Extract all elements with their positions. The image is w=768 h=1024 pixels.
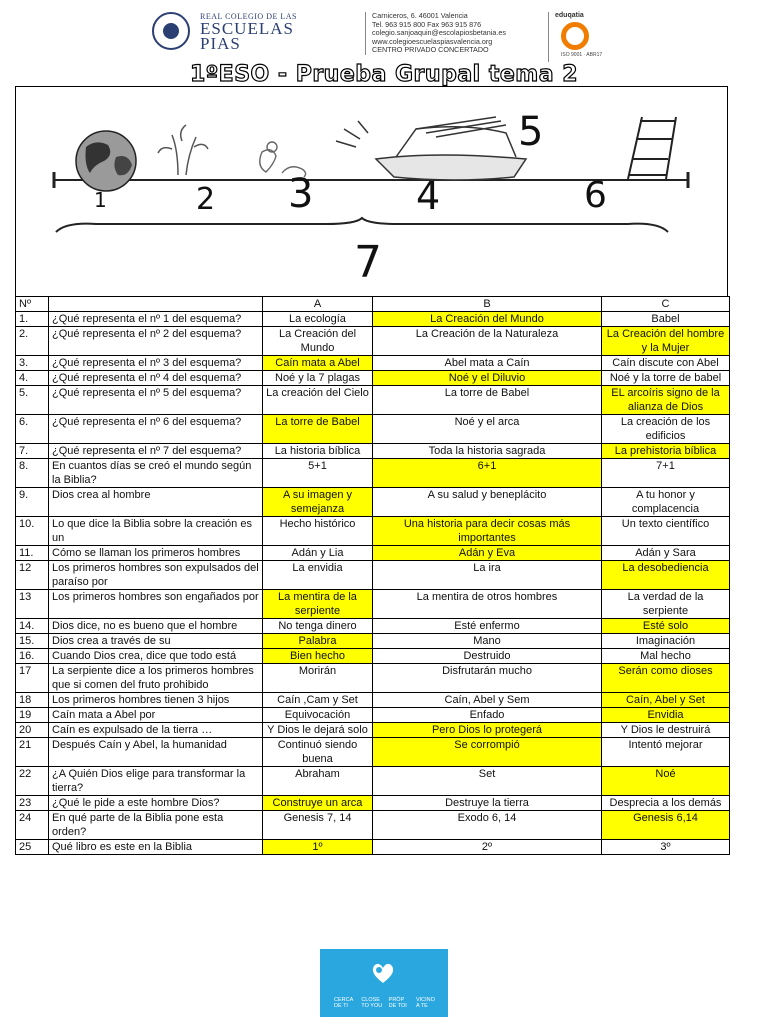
table-row xyxy=(16,664,730,693)
table-row xyxy=(16,840,730,855)
row-option-c: Babel xyxy=(602,312,730,327)
logo-line-1: REAL COLEGIO DE LAS xyxy=(200,12,297,21)
table-row xyxy=(16,811,730,840)
table-row xyxy=(16,517,730,546)
row-number: 4. xyxy=(16,371,49,386)
row-option-b: Caín, Abel y Sem xyxy=(373,693,602,708)
table-row xyxy=(16,488,730,517)
row-question: ¿Qué representa el nº 5 del esquema? xyxy=(49,386,263,415)
row-option-a: Palabra xyxy=(263,634,373,649)
row-question: Dios crea a través de su xyxy=(49,634,263,649)
page-title: 1ºESO - Prueba Grupal tema 2 xyxy=(189,62,579,87)
row-number: 24 xyxy=(16,811,49,840)
row-number: 14. xyxy=(16,619,49,634)
scheme-diagram xyxy=(15,86,728,296)
row-question: ¿Qué representa el nº 7 del esquema? xyxy=(49,444,263,459)
row-option-b: Disfrutarán mucho xyxy=(373,664,602,693)
row-option-c: La verdad de la serpiente xyxy=(602,590,730,619)
scheme-label-2: 2 xyxy=(196,182,216,217)
row-option-a: Y Dios le dejará solo xyxy=(263,723,373,738)
ladder-icon xyxy=(628,117,676,179)
row-question: ¿Qué representa el nº 1 del esquema? xyxy=(49,312,263,327)
row-option-a: Continuó siendo buena xyxy=(263,738,373,767)
contact-center-type: CENTRO PRIVADO CONCERTADO xyxy=(372,45,489,55)
quality-q-icon xyxy=(561,22,589,50)
row-option-c: Mal hecho xyxy=(602,649,730,664)
row-option-c: Envidia xyxy=(602,708,730,723)
row-option-b: Destruye la tierra xyxy=(373,796,602,811)
row-number: 3. xyxy=(16,356,49,371)
row-option-a: La Creación del Mundo xyxy=(263,327,373,356)
row-option-a: Caín mata a Abel xyxy=(263,356,373,371)
row-number: 1. xyxy=(16,312,49,327)
row-question: Caín es expulsado de la tierra … xyxy=(49,723,263,738)
row-question: En qué parte de la Biblia pone esta orden? xyxy=(49,811,263,840)
table-row xyxy=(16,796,730,811)
row-option-a: La mentira de la serpiente xyxy=(263,590,373,619)
contact-info xyxy=(365,12,542,55)
row-option-b: Abel mata a Caín xyxy=(373,356,602,371)
row-number: 19 xyxy=(16,708,49,723)
row-option-b: A su salud y beneplácito xyxy=(373,488,602,517)
row-option-a: Bien hecho xyxy=(263,649,373,664)
row-question: Caín mata a Abel por xyxy=(49,708,263,723)
row-option-b: Adán y Eva xyxy=(373,546,602,561)
row-option-a: Abraham xyxy=(263,767,373,796)
row-question: Los primeros hombres son engañados por xyxy=(49,590,263,619)
row-number: 9. xyxy=(16,488,49,517)
table-row xyxy=(16,386,730,415)
row-question: ¿Qué representa el nº 3 del esquema? xyxy=(49,356,263,371)
row-option-a: La ecología xyxy=(263,312,373,327)
table-header-row xyxy=(16,297,730,312)
row-option-c: Adán y Sara xyxy=(602,546,730,561)
page-header xyxy=(0,0,768,66)
header-option-b: B xyxy=(373,297,602,312)
row-option-a: La envidia xyxy=(263,561,373,590)
heart-icon xyxy=(370,961,396,985)
row-option-c: Imaginación xyxy=(602,634,730,649)
row-question: Dios dice, no es bueno que el hombre xyxy=(49,619,263,634)
footer-word-1: CERCA DE TI xyxy=(334,997,353,1009)
row-question: Qué libro es este en la Biblia xyxy=(49,840,263,855)
row-option-a: Caín ,Cam y Set xyxy=(263,693,373,708)
scheme-label-7: 7 xyxy=(354,237,382,288)
quality-label: eduqatia xyxy=(555,12,584,19)
row-option-c: Genesis 6,14 xyxy=(602,811,730,840)
row-number: 12 xyxy=(16,561,49,590)
footer-word-3: PRÒP DE TOI xyxy=(388,997,407,1009)
table-row xyxy=(16,415,730,444)
row-option-c: Noé y la torre de babel xyxy=(602,371,730,386)
row-question: La serpiente dice a los primeros hombres que si comen del fruto prohibido xyxy=(49,664,263,693)
row-option-c: Serán como dioses xyxy=(602,664,730,693)
row-option-a: Construye un arca xyxy=(263,796,373,811)
row-option-a: 1º xyxy=(263,840,373,855)
row-question: ¿Qué representa el nº 2 del esquema? xyxy=(49,327,263,356)
table-row xyxy=(16,708,730,723)
row-question: Cuando Dios crea, dice que todo está xyxy=(49,649,263,664)
row-option-c: Un texto científico xyxy=(602,517,730,546)
row-number: 16. xyxy=(16,649,49,664)
row-question: Después Caín y Abel, la humanidad xyxy=(49,738,263,767)
header-number: Nº xyxy=(16,297,49,312)
row-number: 18 xyxy=(16,693,49,708)
row-question: ¿Qué representa el nº 4 del esquema? xyxy=(49,371,263,386)
row-option-a: La torre de Babel xyxy=(263,415,373,444)
contact-website: www.colegioescuelaspiasvalencia.org xyxy=(372,36,493,46)
table-row xyxy=(16,459,730,488)
row-question: ¿Qué le pide a este hombre Dios? xyxy=(49,796,263,811)
row-number: 22 xyxy=(16,767,49,796)
row-option-c: A tu honor y complacencia xyxy=(602,488,730,517)
row-option-c: Y Dios le destruirá xyxy=(602,723,730,738)
row-option-c: Esté solo xyxy=(602,619,730,634)
row-number: 17 xyxy=(16,664,49,693)
row-option-b: La ira xyxy=(373,561,602,590)
contact-email: colegio.sanjoaquin@escolapiosbetania.es xyxy=(372,28,506,38)
row-option-b: 6+1 xyxy=(373,459,602,488)
row-option-b: Destruido xyxy=(373,649,602,664)
row-option-b: La Creación de la Naturaleza xyxy=(373,327,602,356)
row-option-c: 3º xyxy=(602,840,730,855)
table-row xyxy=(16,444,730,459)
footer-logo-words xyxy=(334,997,438,1009)
row-option-b: Mano xyxy=(373,634,602,649)
row-option-b: Esté enfermo xyxy=(373,619,602,634)
table-row xyxy=(16,590,730,619)
row-option-c: Desprecia a los demás xyxy=(602,796,730,811)
row-option-c: Intentó mejorar xyxy=(602,738,730,767)
row-number: 6. xyxy=(16,415,49,444)
row-option-b: Set xyxy=(373,767,602,796)
brace-line xyxy=(56,218,668,232)
row-number: 20 xyxy=(16,723,49,738)
row-option-b: Se corrompió xyxy=(373,738,602,767)
questions-table xyxy=(15,296,730,855)
scheme-label-4: 4 xyxy=(416,174,441,218)
row-option-c: La prehistoria bíblica xyxy=(602,444,730,459)
row-number: 7. xyxy=(16,444,49,459)
footer-word-4: VICINO A TE xyxy=(415,997,435,1009)
table-row xyxy=(16,723,730,738)
row-option-b: La mentira de otros hombres xyxy=(373,590,602,619)
row-option-b: Noé y el Diluvio xyxy=(373,371,602,386)
row-option-b: Una historia para decir cosas más importantes xyxy=(373,517,602,546)
scheme-label-5: 5 xyxy=(518,109,544,155)
scheme-drawing xyxy=(16,87,729,297)
row-question: Dios crea al hombre xyxy=(49,488,263,517)
table-row xyxy=(16,634,730,649)
row-option-c: 7+1 xyxy=(602,459,730,488)
row-option-b: Enfado xyxy=(373,708,602,723)
quality-sub: ISO 9001 · ABR17 xyxy=(561,52,603,58)
row-option-a: 5+1 xyxy=(263,459,373,488)
scheme-label-3: 3 xyxy=(288,171,314,217)
row-option-a: La creación del Cielo xyxy=(263,386,373,415)
table-row xyxy=(16,561,730,590)
header-option-a: A xyxy=(263,297,373,312)
plants-icon xyxy=(158,125,208,175)
footer-word-2: CLOSE TO YOU xyxy=(361,997,383,1009)
table-row xyxy=(16,312,730,327)
table-row xyxy=(16,356,730,371)
table-row xyxy=(16,327,730,356)
row-number: 10. xyxy=(16,517,49,546)
row-option-b: Exodo 6, 14 xyxy=(373,811,602,840)
row-option-a: Adán y Lia xyxy=(263,546,373,561)
ark-icon xyxy=(336,117,526,180)
row-question: Los primeros hombres son expulsados del paraíso por xyxy=(49,561,263,590)
row-option-c: La desobediencia xyxy=(602,561,730,590)
quality-logo xyxy=(548,12,605,62)
row-option-b: La torre de Babel xyxy=(373,386,602,415)
row-number: 13 xyxy=(16,590,49,619)
contact-address: Carniceros, 6. 46001 Valencia xyxy=(372,11,468,20)
row-question: Los primeros hombres tienen 3 hijos xyxy=(49,693,263,708)
row-question: Lo que dice la Biblia sobre la creación es un xyxy=(49,517,263,546)
header-question xyxy=(49,297,263,312)
footer-logo xyxy=(320,949,448,1017)
row-option-c: EL arcoíris signo de la alianza de Dios xyxy=(602,386,730,415)
row-option-a: La historia bíblica xyxy=(263,444,373,459)
row-question: Cómo se llaman los primeros hombres xyxy=(49,546,263,561)
row-question: En cuantos días se creó el mundo según la Biblia? xyxy=(49,459,263,488)
row-option-b: 2º xyxy=(373,840,602,855)
row-option-a: Noé y la 7 plagas xyxy=(263,371,373,386)
contact-phone: Tel. 963 915 800 Fax 963 915 876 xyxy=(372,19,482,29)
scheme-label-6: 6 xyxy=(584,175,607,216)
row-option-a: Equivocación xyxy=(263,708,373,723)
row-option-a: No tenga dinero xyxy=(263,619,373,634)
table-row xyxy=(16,371,730,386)
table-row xyxy=(16,619,730,634)
row-number: 25 xyxy=(16,840,49,855)
row-option-c: Caín, Abel y Set xyxy=(602,693,730,708)
table-row xyxy=(16,767,730,796)
table-row xyxy=(16,693,730,708)
row-option-b: Pero Dios lo protegerá xyxy=(373,723,602,738)
row-number: 8. xyxy=(16,459,49,488)
row-option-c: La creación de los edificios xyxy=(602,415,730,444)
table-row xyxy=(16,738,730,767)
school-seal-icon xyxy=(152,12,190,50)
table-row xyxy=(16,546,730,561)
row-number: 23 xyxy=(16,796,49,811)
row-option-a: Genesis 7, 14 xyxy=(263,811,373,840)
row-option-a: Hecho histórico xyxy=(263,517,373,546)
row-number: 21 xyxy=(16,738,49,767)
row-question: ¿Qué representa el nº 6 del esquema? xyxy=(49,415,263,444)
row-number: 11. xyxy=(16,546,49,561)
row-option-b: La Creación del Mundo xyxy=(373,312,602,327)
row-option-c: La Creación del hombre y la Mujer xyxy=(602,327,730,356)
school-logo xyxy=(152,12,362,56)
table-row xyxy=(16,649,730,664)
row-number: 15. xyxy=(16,634,49,649)
row-option-a: Morirán xyxy=(263,664,373,693)
logo-line-2: ESCUELAS xyxy=(200,19,294,38)
row-number: 5. xyxy=(16,386,49,415)
row-option-a: A su imagen y semejanza xyxy=(263,488,373,517)
scheme-label-1: 1 xyxy=(94,188,107,212)
row-option-b: Noé y el arca xyxy=(373,415,602,444)
row-option-c: Noé xyxy=(602,767,730,796)
row-question: ¿A Quién Dios elige para transformar la tierra? xyxy=(49,767,263,796)
globe-icon xyxy=(76,131,136,191)
row-option-b: Toda la historia sagrada xyxy=(373,444,602,459)
row-option-c: Caín discute con Abel xyxy=(602,356,730,371)
header-option-c: C xyxy=(602,297,730,312)
row-number: 2. xyxy=(16,327,49,356)
logo-line-3: PIAS xyxy=(200,34,241,53)
